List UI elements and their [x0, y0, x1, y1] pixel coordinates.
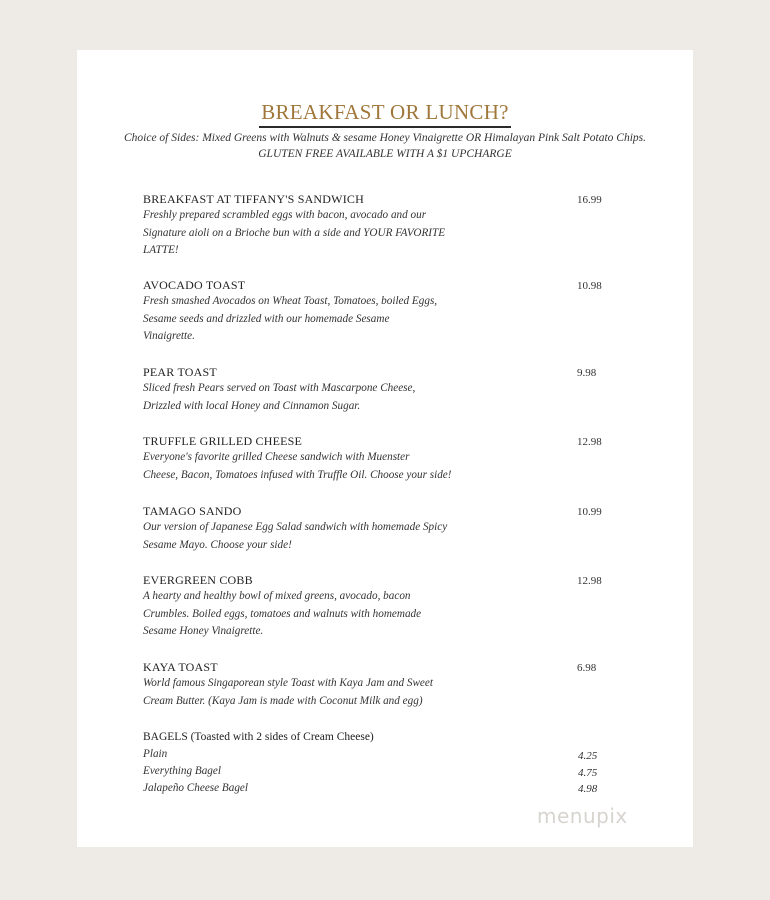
item-description: Sliced fresh Pears served on Toast with Mascarpone Cheese, Drizzled with local Honey and Cinnamon Sugar. — [143, 382, 416, 412]
bagel-option-jalapeno-cheese — [143, 780, 613, 797]
bagel-option-everything — [143, 763, 613, 780]
item-description: World famous Singaporean style Toast with Kaya Jam and Sweet Cream Butter. (Kaya Jam is made with Coconut Milk and egg) — [143, 677, 433, 707]
item-price: 12.98 — [577, 436, 602, 448]
bagel-price: 4.75 — [578, 767, 598, 779]
bagel-name: Jalapeño Cheese Bagel — [143, 782, 249, 794]
item-description: Fresh smashed Avocados on Wheat Toast, Tomatoes, boiled Eggs, Sesame seeds and drizzled with our homemade Sesame Vinaigrette. — [143, 295, 438, 342]
item-description: A hearty and healthy bowl of mixed greens, avocado, bacon Crumbles. Boiled eggs, tomatoes and walnuts with homemade Sesame Honey Vinaigrette. — [143, 590, 422, 637]
item-price: 10.99 — [577, 506, 602, 518]
menu-title: BREAKFAST OR LUNCH? — [77, 100, 693, 128]
gluten-free-note: GLUTEN FREE AVAILABLE WITH A $1 UPCHARGE — [258, 148, 512, 160]
item-price: 16.99 — [577, 194, 602, 206]
menu-item-tamago-sando — [143, 503, 613, 554]
menu-section-bagels — [143, 729, 613, 797]
item-description: Our version of Japanese Egg Salad sandwich with homemade Spicy Sesame Mayo. Choose your side! — [143, 521, 448, 551]
item-name: TAMAGO SANDO — [143, 504, 242, 518]
item-name: TRUFFLE GRILLED CHEESE — [143, 434, 303, 448]
bagel-price: 4.25 — [578, 750, 598, 762]
item-price: 12.98 — [577, 575, 602, 587]
item-price: 9.98 — [577, 367, 597, 379]
menu-item-evergreen-cobb — [143, 572, 613, 641]
item-name: KAYA TOAST — [143, 660, 218, 674]
bagel-name: Plain — [143, 748, 168, 760]
menu-item-truffle-grilled-cheese — [143, 433, 613, 484]
bagel-price: 4.98 — [578, 783, 598, 795]
item-price: 6.98 — [577, 662, 597, 674]
menu-page — [77, 50, 693, 847]
item-description: Freshly prepared scrambled eggs with bacon, avocado and our Signature aioli on a Brioche bun with a side and YOUR FAVORITE LATTE! — [143, 209, 446, 256]
menu-item-pear-toast — [143, 364, 613, 415]
item-name: EVERGREEN COBB — [143, 573, 253, 587]
menu-item-avocado-toast — [143, 277, 613, 346]
bagels-heading: BAGELS (Toasted with 2 sides of Cream Cheese) — [143, 731, 374, 743]
bagel-option-plain — [143, 746, 613, 763]
bagel-name: Everything Bagel — [143, 765, 221, 777]
item-price: 10.98 — [577, 280, 602, 292]
menupix-watermark: menupix — [537, 804, 628, 828]
item-name: BREAKFAST AT TIFFANY'S SANDWICH — [143, 192, 364, 206]
sides-note: Choice of Sides: Mixed Greens with Walnuts & sesame Honey Vinaigrette OR Himalayan Pink Salt Potato Chips. — [123, 132, 646, 144]
menu-item-kaya-toast — [143, 659, 613, 710]
menu-item-breakfast-at-tiffanys — [143, 191, 613, 260]
item-description: Everyone's favorite grilled Cheese sandwich with Muenster Cheese, Bacon, Tomatoes infused with Truffle Oil. Choose your side! — [143, 451, 452, 481]
item-name: AVOCADO TOAST — [143, 278, 246, 292]
item-name: PEAR TOAST — [143, 365, 217, 379]
